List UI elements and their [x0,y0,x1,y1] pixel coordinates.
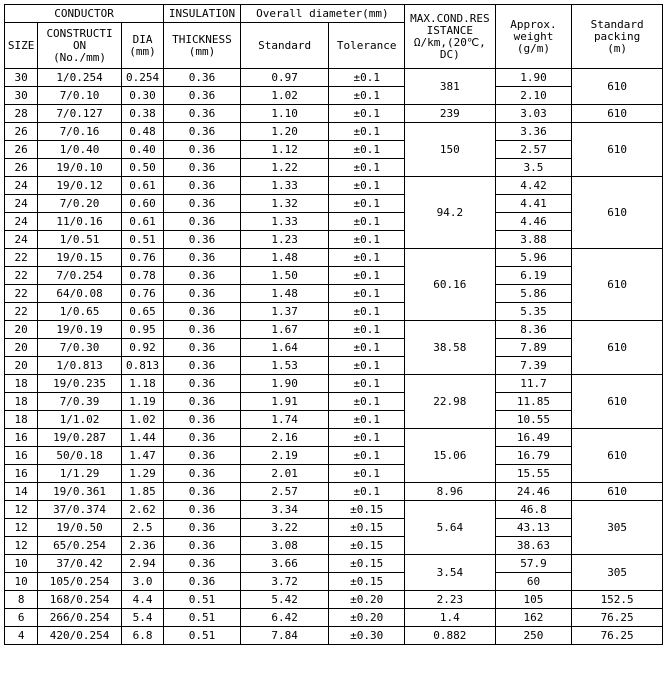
standard-diameter-cell: 1.20 [240,123,329,141]
tolerance-cell: ±0.1 [329,465,405,483]
dia-cell: 4.4 [121,591,163,609]
construction-cell: 7/0.16 [38,123,122,141]
construction-cell: 19/0.235 [38,375,122,393]
construction-cell: 7/0.30 [38,339,122,357]
table-row [5,537,663,555]
construction-cell: 1/0.40 [38,141,122,159]
standard-diameter-cell: 2.19 [240,447,329,465]
size-cell: 12 [5,537,38,555]
table-row [5,105,663,123]
tolerance-cell: ±0.1 [329,285,405,303]
dia-cell: 0.51 [121,231,163,249]
packing-cell: 610 [572,123,663,177]
construction-cell: 420/0.254 [38,627,122,645]
tolerance-cell: ±0.1 [329,411,405,429]
table-row [5,213,663,231]
standard-diameter-cell: 1.50 [240,267,329,285]
table-row [5,609,663,627]
table-row [5,627,663,645]
standard-diameter-cell: 3.22 [240,519,329,537]
weight-header: Approx. weight (g/m) [495,5,572,69]
packing-cell: 76.25 [572,627,663,645]
dia-cell: 5.4 [121,609,163,627]
standard-diameter-cell: 1.10 [240,105,329,123]
table-row [5,159,663,177]
tolerance-cell: ±0.1 [329,231,405,249]
standard-diameter-cell: 0.97 [240,69,329,87]
max-resistance-header: MAX.COND.RES ISTANCE Ω/km,(20℃, DC) [405,5,496,69]
dia-cell: 1.19 [121,393,163,411]
tolerance-cell: ±0.15 [329,519,405,537]
table-row [5,303,663,321]
construction-header: CONSTRUCTI ON (No./mm) [38,23,122,69]
tolerance-cell: ±0.1 [329,159,405,177]
construction-cell: 11/0.16 [38,213,122,231]
weight-cell: 3.5 [495,159,572,177]
table-row [5,501,663,519]
thickness-cell: 0.36 [164,357,241,375]
weight-cell: 24.46 [495,483,572,501]
table-row [5,249,663,267]
standard-diameter-cell: 5.42 [240,591,329,609]
weight-cell: 1.90 [495,69,572,87]
table-row [5,339,663,357]
conductor-header: CONDUCTOR [5,5,164,23]
weight-cell: 2.10 [495,87,572,105]
construction-cell: 64/0.08 [38,285,122,303]
resistance-cell: 15.06 [405,429,496,483]
standard-diameter-cell: 3.66 [240,555,329,573]
tolerance-cell: ±0.1 [329,213,405,231]
thickness-cell: 0.36 [164,483,241,501]
standard-diameter-cell: 1.48 [240,249,329,267]
table-row [5,321,663,339]
size-cell: 26 [5,123,38,141]
standard-diameter-cell: 1.23 [240,231,329,249]
table-row [5,591,663,609]
construction-cell: 7/0.127 [38,105,122,123]
thickness-cell: 0.36 [164,447,241,465]
table-row [5,141,663,159]
size-cell: 22 [5,249,38,267]
standard-diameter-cell: 1.22 [240,159,329,177]
standard-diameter-cell: 6.42 [240,609,329,627]
tolerance-cell: ±0.1 [329,267,405,285]
resistance-cell: 3.54 [405,555,496,591]
size-cell: 8 [5,591,38,609]
table-row [5,411,663,429]
standard-diameter-cell: 1.53 [240,357,329,375]
standard-diameter-cell: 1.32 [240,195,329,213]
tolerance-cell: ±0.1 [329,429,405,447]
table-row [5,177,663,195]
weight-cell: 16.49 [495,429,572,447]
dia-cell: 0.38 [121,105,163,123]
size-cell: 24 [5,231,38,249]
tolerance-cell: ±0.1 [329,87,405,105]
tolerance-cell: ±0.1 [329,105,405,123]
weight-cell: 3.36 [495,123,572,141]
thickness-cell: 0.51 [164,609,241,627]
thickness-cell: 0.36 [164,87,241,105]
construction-cell: 19/0.19 [38,321,122,339]
construction-cell: 7/0.10 [38,87,122,105]
standard-diameter-cell: 1.74 [240,411,329,429]
table-row [5,555,663,573]
weight-cell: 57.9 [495,555,572,573]
resistance-cell: 1.4 [405,609,496,627]
size-header: SIZE [5,23,38,69]
standard-diameter-cell: 1.33 [240,213,329,231]
size-cell: 18 [5,393,38,411]
standard-diameter-cell: 2.16 [240,429,329,447]
dia-cell: 2.62 [121,501,163,519]
resistance-cell: 0.882 [405,627,496,645]
dia-cell: 0.78 [121,267,163,285]
thickness-cell: 0.36 [164,231,241,249]
weight-cell: 162 [495,609,572,627]
thickness-cell: 0.36 [164,411,241,429]
packing-cell: 305 [572,555,663,591]
dia-cell: 0.61 [121,177,163,195]
dia-cell: 0.30 [121,87,163,105]
size-cell: 24 [5,213,38,231]
standard-diameter-cell: 3.34 [240,501,329,519]
construction-cell: 19/0.50 [38,519,122,537]
construction-cell: 1/0.254 [38,69,122,87]
construction-cell: 37/0.374 [38,501,122,519]
thickness-cell: 0.36 [164,393,241,411]
resistance-cell: 94.2 [405,177,496,249]
construction-cell: 1/0.813 [38,357,122,375]
standard-diameter-cell: 3.08 [240,537,329,555]
packing-cell: 610 [572,105,663,123]
dia-cell: 6.8 [121,627,163,645]
weight-cell: 2.57 [495,141,572,159]
thickness-cell: 0.36 [164,375,241,393]
dia-cell: 2.36 [121,537,163,555]
size-cell: 30 [5,87,38,105]
table-row [5,87,663,105]
dia-cell: 1.85 [121,483,163,501]
construction-cell: 19/0.287 [38,429,122,447]
resistance-cell: 381 [405,69,496,105]
standard-diameter-cell: 3.72 [240,573,329,591]
size-cell: 6 [5,609,38,627]
standard-diameter-cell: 1.64 [240,339,329,357]
thickness-cell: 0.36 [164,303,241,321]
packing-cell: 610 [572,429,663,483]
construction-cell: 1/1.29 [38,465,122,483]
dia-header: DIA (mm) [121,23,163,69]
construction-cell: 7/0.254 [38,267,122,285]
table-row [5,483,663,501]
wire-spec-table [4,4,663,645]
construction-cell: 1/1.02 [38,411,122,429]
dia-cell: 0.60 [121,195,163,213]
table-row [5,195,663,213]
resistance-cell: 239 [405,105,496,123]
weight-cell: 7.89 [495,339,572,357]
size-cell: 10 [5,555,38,573]
dia-cell: 0.92 [121,339,163,357]
packing-cell: 610 [572,249,663,321]
resistance-cell: 2.23 [405,591,496,609]
weight-cell: 3.03 [495,105,572,123]
size-cell: 28 [5,105,38,123]
standard-diameter-cell: 2.57 [240,483,329,501]
size-cell: 20 [5,357,38,375]
table-row [5,267,663,285]
packing-cell: 610 [572,375,663,429]
standard-diameter-cell: 1.37 [240,303,329,321]
tolerance-cell: ±0.20 [329,609,405,627]
construction-cell: 7/0.20 [38,195,122,213]
thickness-cell: 0.36 [164,105,241,123]
thickness-cell: 0.36 [164,249,241,267]
weight-cell: 5.96 [495,249,572,267]
standard-diameter-cell: 1.90 [240,375,329,393]
size-cell: 14 [5,483,38,501]
construction-cell: 105/0.254 [38,573,122,591]
weight-cell: 10.55 [495,411,572,429]
size-cell: 30 [5,69,38,87]
thickness-header: THICKNESS (mm) [164,23,241,69]
size-cell: 16 [5,465,38,483]
size-cell: 18 [5,375,38,393]
table-row [5,429,663,447]
size-cell: 20 [5,339,38,357]
tolerance-cell: ±0.1 [329,69,405,87]
size-cell: 24 [5,195,38,213]
table-row [5,393,663,411]
construction-cell: 19/0.10 [38,159,122,177]
table-row [5,285,663,303]
weight-cell: 16.79 [495,447,572,465]
dia-cell: 1.18 [121,375,163,393]
size-cell: 16 [5,429,38,447]
standard-diameter-cell: 1.48 [240,285,329,303]
thickness-cell: 0.36 [164,141,241,159]
construction-cell: 1/0.51 [38,231,122,249]
tolerance-cell: ±0.1 [329,339,405,357]
resistance-cell: 22.98 [405,375,496,429]
weight-cell: 5.35 [495,303,572,321]
thickness-cell: 0.51 [164,591,241,609]
weight-cell: 7.39 [495,357,572,375]
dia-cell: 0.61 [121,213,163,231]
construction-cell: 50/0.18 [38,447,122,465]
standard-diameter-cell: 1.33 [240,177,329,195]
dia-cell: 3.0 [121,573,163,591]
packing-cell: 305 [572,501,663,555]
table-row [5,375,663,393]
weight-cell: 6.19 [495,267,572,285]
tolerance-cell: ±0.15 [329,555,405,573]
size-cell: 26 [5,159,38,177]
weight-cell: 38.63 [495,537,572,555]
weight-cell: 4.42 [495,177,572,195]
tolerance-cell: ±0.15 [329,501,405,519]
size-cell: 22 [5,285,38,303]
construction-cell: 19/0.361 [38,483,122,501]
thickness-cell: 0.36 [164,555,241,573]
weight-cell: 46.8 [495,501,572,519]
construction-cell: 19/0.15 [38,249,122,267]
construction-cell: 266/0.254 [38,609,122,627]
resistance-cell: 60.16 [405,249,496,321]
weight-cell: 5.86 [495,285,572,303]
thickness-cell: 0.36 [164,213,241,231]
standard-header: Standard [240,23,329,69]
table-row [5,465,663,483]
table-row [5,231,663,249]
dia-cell: 2.94 [121,555,163,573]
table-row [5,519,663,537]
dia-cell: 0.95 [121,321,163,339]
resistance-cell: 150 [405,123,496,177]
resistance-cell: 8.96 [405,483,496,501]
size-cell: 12 [5,519,38,537]
thickness-cell: 0.36 [164,159,241,177]
weight-cell: 250 [495,627,572,645]
thickness-cell: 0.36 [164,573,241,591]
packing-cell: 610 [572,177,663,249]
thickness-cell: 0.36 [164,177,241,195]
tolerance-cell: ±0.1 [329,393,405,411]
thickness-cell: 0.36 [164,267,241,285]
size-cell: 12 [5,501,38,519]
thickness-cell: 0.36 [164,537,241,555]
thickness-cell: 0.36 [164,465,241,483]
thickness-cell: 0.36 [164,69,241,87]
tolerance-cell: ±0.15 [329,573,405,591]
construction-cell: 168/0.254 [38,591,122,609]
weight-cell: 4.41 [495,195,572,213]
size-cell: 22 [5,303,38,321]
thickness-cell: 0.36 [164,321,241,339]
size-cell: 10 [5,573,38,591]
resistance-cell: 5.64 [405,501,496,555]
size-cell: 26 [5,141,38,159]
table-row [5,69,663,87]
weight-cell: 11.7 [495,375,572,393]
standard-diameter-cell: 1.91 [240,393,329,411]
size-cell: 4 [5,627,38,645]
table-row [5,123,663,141]
tolerance-cell: ±0.1 [329,375,405,393]
overall-diameter-header: Overall diameter(mm) [240,5,404,23]
tolerance-cell: ±0.1 [329,177,405,195]
dia-cell: 2.5 [121,519,163,537]
standard-diameter-cell: 1.12 [240,141,329,159]
size-cell: 18 [5,411,38,429]
size-cell: 22 [5,267,38,285]
dia-cell: 0.40 [121,141,163,159]
size-cell: 24 [5,177,38,195]
thickness-cell: 0.36 [164,339,241,357]
standard-diameter-cell: 7.84 [240,627,329,645]
dia-cell: 1.02 [121,411,163,429]
tolerance-cell: ±0.1 [329,303,405,321]
construction-cell: 7/0.39 [38,393,122,411]
table-body [5,69,663,645]
size-cell: 16 [5,447,38,465]
dia-cell: 0.76 [121,249,163,267]
tolerance-cell: ±0.1 [329,141,405,159]
standard-diameter-cell: 1.02 [240,87,329,105]
resistance-cell: 38.58 [405,321,496,375]
table-row [5,447,663,465]
tolerance-cell: ±0.20 [329,591,405,609]
weight-cell: 11.85 [495,393,572,411]
tolerance-cell: ±0.1 [329,195,405,213]
packing-cell: 610 [572,69,663,105]
standard-diameter-cell: 1.67 [240,321,329,339]
tolerance-cell: ±0.30 [329,627,405,645]
weight-cell: 60 [495,573,572,591]
thickness-cell: 0.36 [164,285,241,303]
packing-cell: 76.25 [572,609,663,627]
tolerance-cell: ±0.1 [329,321,405,339]
table-row [5,357,663,375]
thickness-cell: 0.36 [164,195,241,213]
dia-cell: 1.47 [121,447,163,465]
packing-cell: 152.5 [572,591,663,609]
dia-cell: 0.65 [121,303,163,321]
construction-cell: 19/0.12 [38,177,122,195]
weight-cell: 15.55 [495,465,572,483]
packing-header: Standard packing (m) [572,5,663,69]
tolerance-cell: ±0.1 [329,483,405,501]
thickness-cell: 0.36 [164,123,241,141]
table-row [5,573,663,591]
tolerance-cell: ±0.1 [329,357,405,375]
dia-cell: 1.44 [121,429,163,447]
dia-cell: 0.48 [121,123,163,141]
tolerance-cell: ±0.15 [329,537,405,555]
construction-cell: 1/0.65 [38,303,122,321]
dia-cell: 0.254 [121,69,163,87]
size-cell: 20 [5,321,38,339]
weight-cell: 43.13 [495,519,572,537]
thickness-cell: 0.36 [164,501,241,519]
dia-cell: 0.76 [121,285,163,303]
thickness-cell: 0.51 [164,627,241,645]
tolerance-cell: ±0.1 [329,123,405,141]
construction-cell: 65/0.254 [38,537,122,555]
weight-cell: 4.46 [495,213,572,231]
insulation-header: INSULATION [164,5,241,23]
standard-diameter-cell: 2.01 [240,465,329,483]
dia-cell: 0.50 [121,159,163,177]
tolerance-cell: ±0.1 [329,249,405,267]
tolerance-cell: ±0.1 [329,447,405,465]
weight-cell: 8.36 [495,321,572,339]
weight-cell: 105 [495,591,572,609]
thickness-cell: 0.36 [164,429,241,447]
thickness-cell: 0.36 [164,519,241,537]
construction-cell: 37/0.42 [38,555,122,573]
dia-cell: 1.29 [121,465,163,483]
packing-cell: 610 [572,321,663,375]
packing-cell: 610 [572,483,663,501]
tolerance-header: Tolerance [329,23,405,69]
weight-cell: 3.88 [495,231,572,249]
dia-cell: 0.813 [121,357,163,375]
